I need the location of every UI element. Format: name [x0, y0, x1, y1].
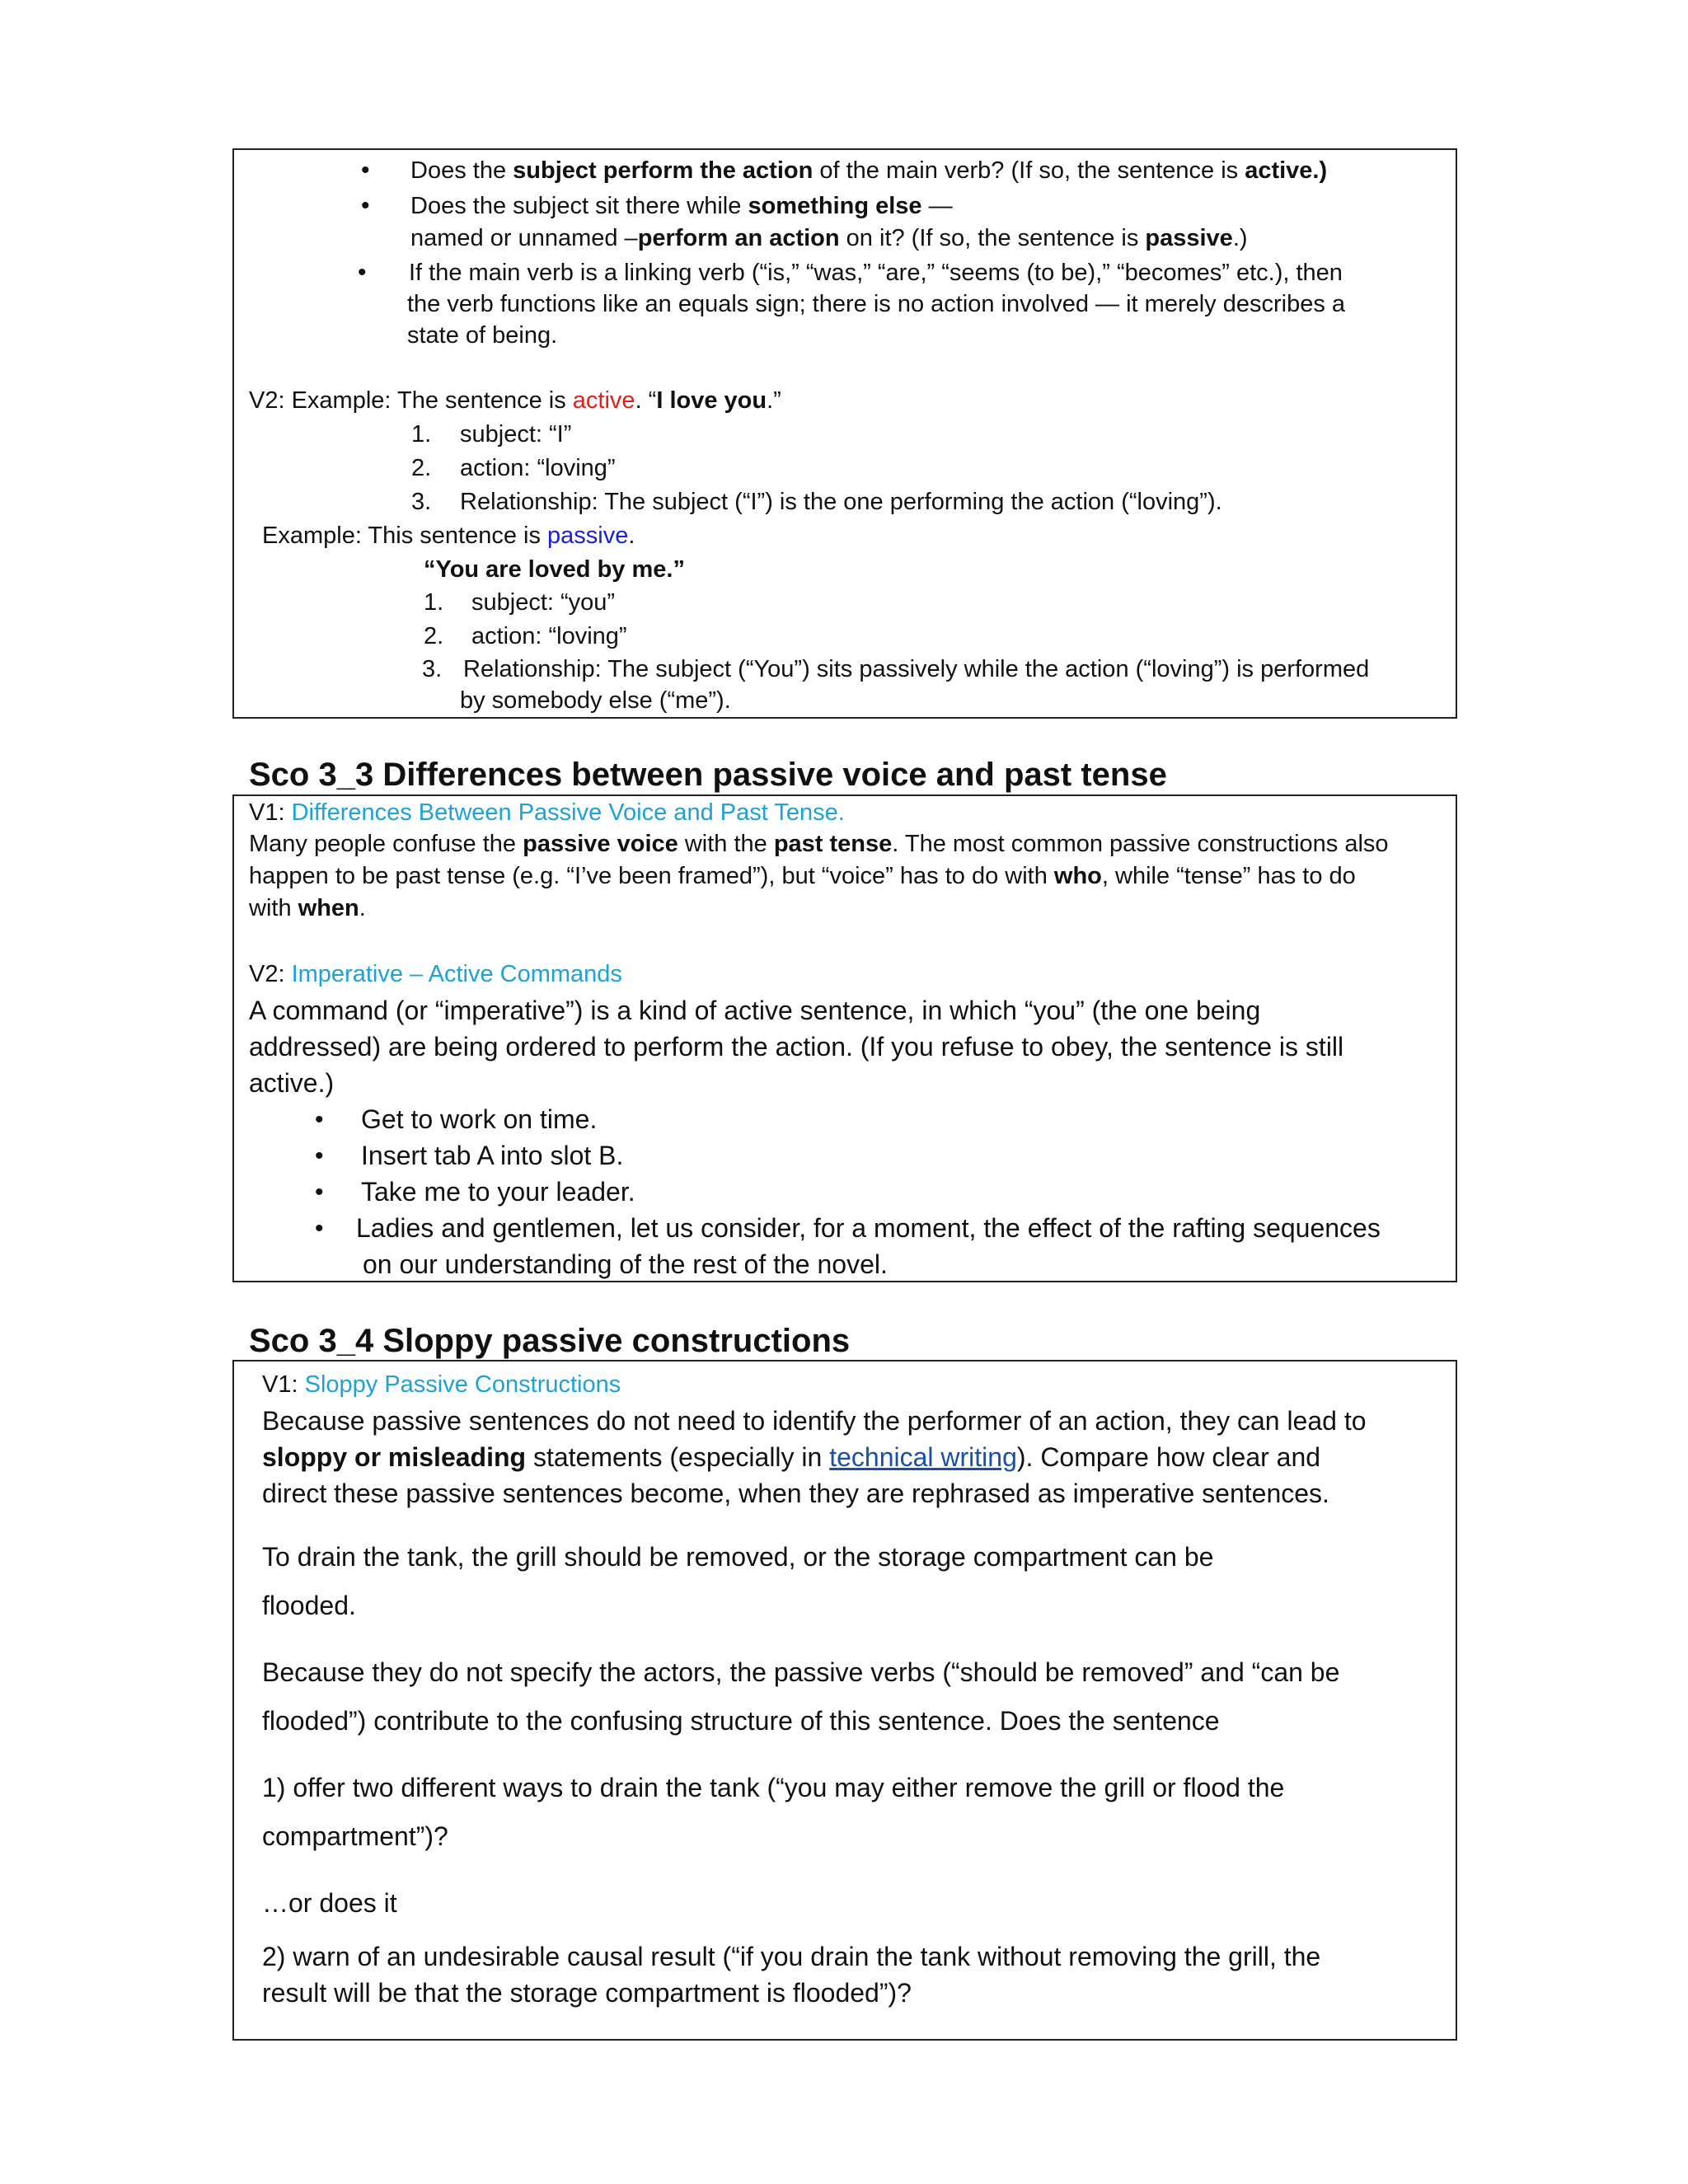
command-para-line3: active.) [249, 1068, 335, 1098]
differences-para-line3: with when. [249, 895, 366, 921]
command-bullet-3: Take me to your leader. [361, 1177, 635, 1207]
technical-writing-link[interactable]: technical writing [829, 1442, 1017, 1472]
list-number: 2. [411, 455, 432, 481]
command-bullet-1: Get to work on time. [361, 1104, 598, 1134]
bullet-marker: • [358, 259, 367, 286]
bullet-linking-verb-line1: If the main verb is a linking verb (“is,” “was,” “are,” “seems (to be),” “becomes” etc.), then [409, 260, 1343, 286]
passive-item-action: action: “loving” [471, 623, 627, 649]
example-active-line: V2: Example: The sentence is active. “I love you.” [249, 387, 781, 414]
bullet-marker: • [315, 1215, 324, 1242]
command-bullet-4-cont: on our understanding of the rest of the novel. [363, 1249, 888, 1279]
passive-example-quote: “You are loved by me.” [424, 556, 685, 583]
bullet-passive-question: Does the subject sit there while something else — [410, 193, 953, 219]
list-number: 3. [411, 489, 432, 515]
bullet-marker: • [361, 192, 370, 219]
active-item-action: action: “loving” [460, 455, 616, 481]
bullet-linking-verb-line2: the verb functions like an equals sign; there is no action involved — it merely describes a [407, 291, 1346, 317]
section-heading-3-4: Sco 3_4 Sloppy passive constructions [249, 1323, 851, 1359]
option-1-line1: 1) offer two different ways to drain the tank (“you may either remove the grill or flood the [262, 1773, 1285, 1802]
sloppy-para-line2: sloppy or misleading statements (especially in technical writing). Compare how clear and [262, 1442, 1321, 1472]
option-2-line2: result will be that the storage compartment is flooded”)? [262, 1978, 912, 2008]
passive-item-relationship: Relationship: The subject (“You”) sits passively while the action (“loving”) is performed [463, 656, 1370, 682]
differences-para-line2: happen to be past tense (e.g. “I’ve been framed”), but “voice” has to do with who, while “tense” has to do [249, 863, 1356, 889]
option-2-line1: 2) warn of an undesirable causal result (“if you drain the tank without removing the grill, the [262, 1942, 1321, 1971]
bullet-marker: • [315, 1106, 324, 1133]
differences-para-line1: Many people confuse the passive voice with the past tense. The most common passive constructions also [249, 831, 1389, 857]
command-para-line2: addressed) are being ordered to perform the action. (If you refuse to obey, the sentence is still [249, 1032, 1344, 1062]
actors-para-line1: Because they do not specify the actors, the passive verbs (“should be removed” and “can be [262, 1657, 1340, 1687]
sloppy-para-line3: direct these passive sentences become, when they are rephrased as imperative sentences. [262, 1479, 1329, 1508]
v1-sloppy-line: V1: Sloppy Passive Constructions [262, 1371, 621, 1398]
actors-para-line2: flooded”) contribute to the confusing structure of this sentence. Does the sentence [262, 1706, 1220, 1736]
bullet-active-question: Does the subject perform the action of the main verb? (If so, the sentence is active.) [410, 157, 1328, 184]
example-passive-line: Example: This sentence is passive. [262, 523, 635, 549]
list-number: 3. [422, 656, 443, 682]
drain-example-line1: To drain the tank, the grill should be removed, or the storage compartment can be [262, 1542, 1214, 1572]
v2-imperative-line: V2: Imperative – Active Commands [249, 961, 622, 987]
command-bullet-2: Insert tab A into slot B. [361, 1141, 624, 1170]
v1-differences-line: V1: Differences Between Passive Voice and Past Tense. [249, 799, 845, 826]
command-para-line1: A command (or “imperative”) is a kind of active sentence, in which “you” (the one being [249, 996, 1261, 1025]
bullet-marker: • [315, 1142, 324, 1169]
sloppy-para-line1: Because passive sentences do not need to identify the performer of an action, they can lead to [262, 1406, 1367, 1436]
passive-item-relationship-cont: by somebody else (“me”). [460, 687, 731, 714]
section-heading-3-3: Sco 3_3 Differences between passive voice and past tense [249, 757, 1167, 793]
command-bullet-4: Ladies and gentlemen, let us consider, for a moment, the effect of the rafting sequences [356, 1213, 1381, 1243]
option-1-line2: compartment”)? [262, 1821, 448, 1851]
list-number: 2. [424, 623, 444, 649]
passive-item-subject: subject: “you” [471, 589, 616, 616]
or-does-it: …or does it [262, 1888, 397, 1918]
list-number: 1. [424, 589, 444, 616]
active-item-relationship: Relationship: The subject (“I”) is the one performing the action (“loving”). [460, 489, 1222, 515]
drain-example-line2: flooded. [262, 1591, 356, 1620]
list-number: 1. [411, 421, 432, 448]
bullet-linking-verb-line3: state of being. [407, 322, 558, 349]
bullet-marker: • [315, 1179, 324, 1206]
bullet-passive-question-cont: named or unnamed –perform an action on it? (If so, the sentence is passive.) [410, 225, 1248, 251]
active-item-subject: subject: “I” [460, 421, 572, 448]
bullet-marker: • [361, 157, 370, 184]
